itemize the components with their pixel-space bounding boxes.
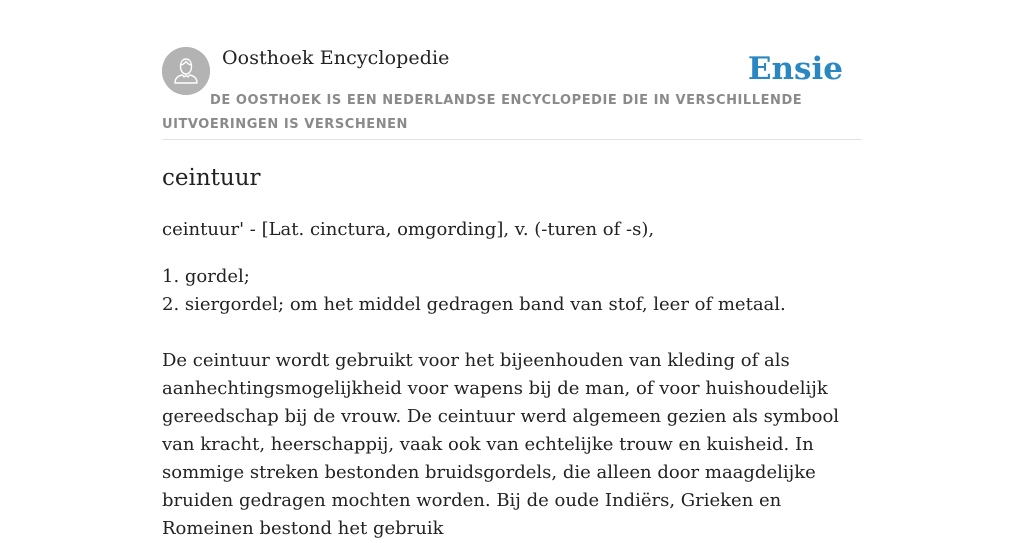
user-avatar-icon[interactable]: [162, 47, 210, 95]
brand-logo[interactable]: Ensie: [747, 51, 843, 87]
sense-item: 2. siergordel; om het middel gedragen band van stof, leer of metaal.: [162, 294, 786, 315]
article-title: ceintuur: [162, 165, 261, 191]
site-tagline: DE OOSTHOEK IS EEN NEDERLANDSE ENCYCLOPEDIE DIE IN VERSCHILLENDE UITVOERINGEN IS VERSCHENEN: [162, 93, 803, 132]
article-definition: ceintuur' - [Lat. cinctura, omgording], v. (-turen of -s),: [162, 219, 655, 240]
article-body: De ceintuur wordt gebruikt voor het bijeenhouden van kleding of als aanhechtingsmogelijkheid voor wapens bij de man, of voor huishoudelijk gereedschap bij de vrouw. De ceintuur werd algemeen gezien als symbool van kracht, heerschappij, vaak ook van echtelijke trouw en kuisheid. In sommige streken bestonden bruidsgordels, die alleen door maagdelijke bruiden gedragen mochten worden. Bij de oude Indiërs, Grieken en Romeinen bestond het gebruik: [162, 350, 840, 539]
site-name[interactable]: Oosthoek Encyclopedie: [222, 47, 450, 69]
article-senses: [162, 263, 786, 319]
main-container: [162, 0, 862, 539]
sense-item: 1. gordel;: [162, 266, 250, 287]
site-header: [162, 0, 862, 140]
